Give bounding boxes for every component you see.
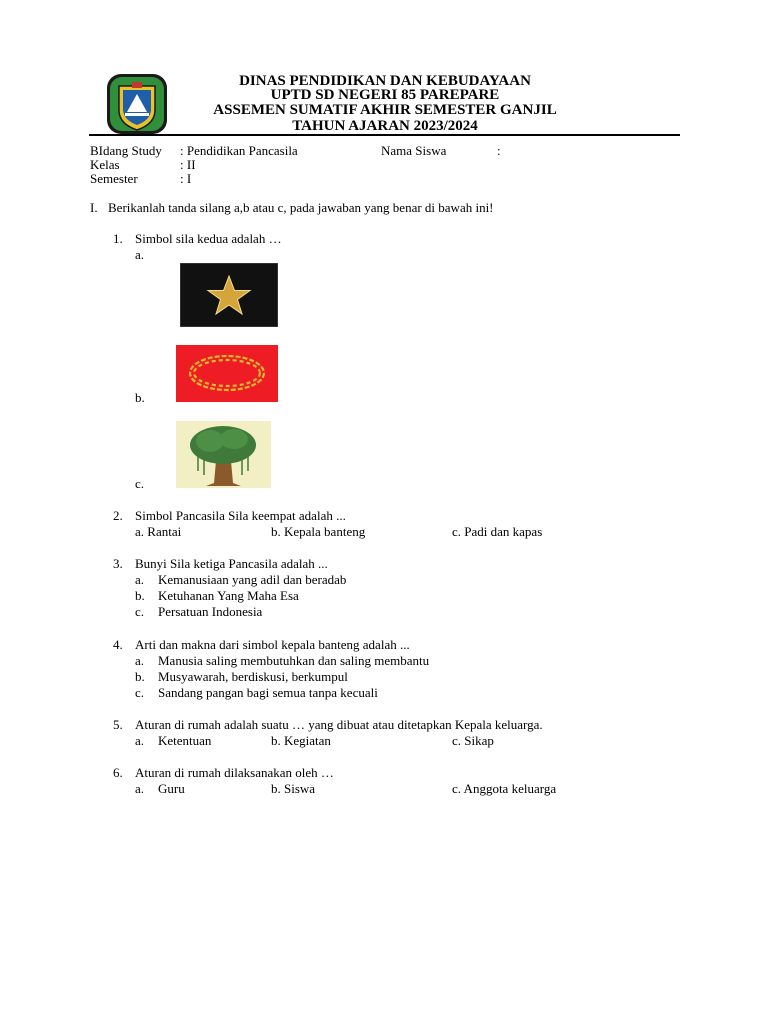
option-text: Musyawarah, berdiskusi, berkumpul	[158, 669, 348, 684]
option-text: Manusia saling membutuhkan dan saling membantu	[158, 653, 430, 668]
option-letter: c.	[135, 685, 145, 700]
banyan-tree-symbol-image	[176, 421, 271, 488]
subject-label: BIdang Study	[90, 143, 162, 158]
question-number: 4.	[113, 637, 123, 652]
option-letter: a.	[135, 781, 145, 796]
class-label: Kelas	[90, 157, 120, 172]
option-letter: b.	[135, 588, 145, 603]
option-label: a.	[135, 247, 145, 262]
option-b: b. Kegiatan	[271, 733, 331, 748]
option-text: Kemanusiaan yang adil dan beradab	[158, 572, 347, 587]
question-text: Simbol Pancasila Sila keempat adalah ...	[135, 508, 346, 523]
header-line-1: DINAS PENDIDIKAN DAN KEBUDAYAAN	[239, 73, 531, 89]
semester-value: : I	[180, 171, 192, 186]
option-label: c.	[135, 476, 145, 491]
header-divider	[89, 134, 680, 136]
instruction-number: I.	[90, 200, 98, 215]
question-text: Aturan di rumah adalah suatu … yang dibuat atau ditetapkan Kepala keluarga.	[135, 717, 543, 732]
option-c: c. Sikap	[452, 733, 494, 748]
question-text: Bunyi Sila ketiga Pancasila adalah ...	[135, 556, 328, 571]
option-text: Sandang pangan bagi semua tanpa kecuali	[158, 685, 378, 700]
option-text: Ketuhanan Yang Maha Esa	[158, 588, 299, 603]
star-symbol-image	[180, 263, 278, 327]
option-c: c. Padi dan kapas	[452, 524, 543, 539]
chain-symbol-image	[176, 345, 278, 402]
header-line-3: ASSEMEN SUMATIF AKHIR SEMESTER GANJIL	[213, 102, 557, 118]
student-name-value: :	[497, 143, 501, 158]
question-number: 6.	[113, 765, 123, 780]
option-a-text: Ketentuan	[158, 733, 212, 748]
header-line-2: UPTD SD NEGERI 85 PAREPARE	[270, 87, 500, 103]
question-text: Simbol sila kedua adalah …	[135, 231, 282, 246]
option-letter: c.	[135, 604, 145, 619]
question-text: Arti dan makna dari simbol kepala banteng adalah ...	[135, 637, 410, 652]
question-number: 2.	[113, 508, 123, 523]
question-number: 3.	[113, 556, 123, 571]
instruction-text: Berikanlah tanda silang a,b atau c, pada jawaban yang benar di bawah ini!	[108, 200, 494, 215]
option-b: b. Siswa	[271, 781, 316, 796]
question-number: 5.	[113, 717, 123, 732]
option-label: b.	[135, 390, 145, 405]
option-c: c. Anggota keluarga	[452, 781, 557, 796]
question-text: Aturan di rumah dilaksanakan oleh …	[135, 765, 334, 780]
option-letter: a.	[135, 653, 145, 668]
student-name-label: Nama Siswa	[381, 143, 447, 158]
option-text: Persatuan Indonesia	[158, 604, 263, 619]
option-letter: b.	[135, 669, 145, 684]
option-letter: a.	[135, 733, 145, 748]
option-b: b. Kepala banteng	[271, 524, 366, 539]
option-letter: a.	[135, 572, 145, 587]
header-line-4: TAHUN AJARAN 2023/2024	[292, 118, 478, 134]
semester-label: Semester	[90, 171, 138, 186]
option-a-text: Guru	[158, 781, 185, 796]
subject-value: : Pendidikan Pancasila	[180, 143, 298, 158]
option-a: a. Rantai	[135, 524, 182, 539]
question-number: 1.	[113, 231, 123, 246]
class-value: : II	[180, 157, 196, 172]
